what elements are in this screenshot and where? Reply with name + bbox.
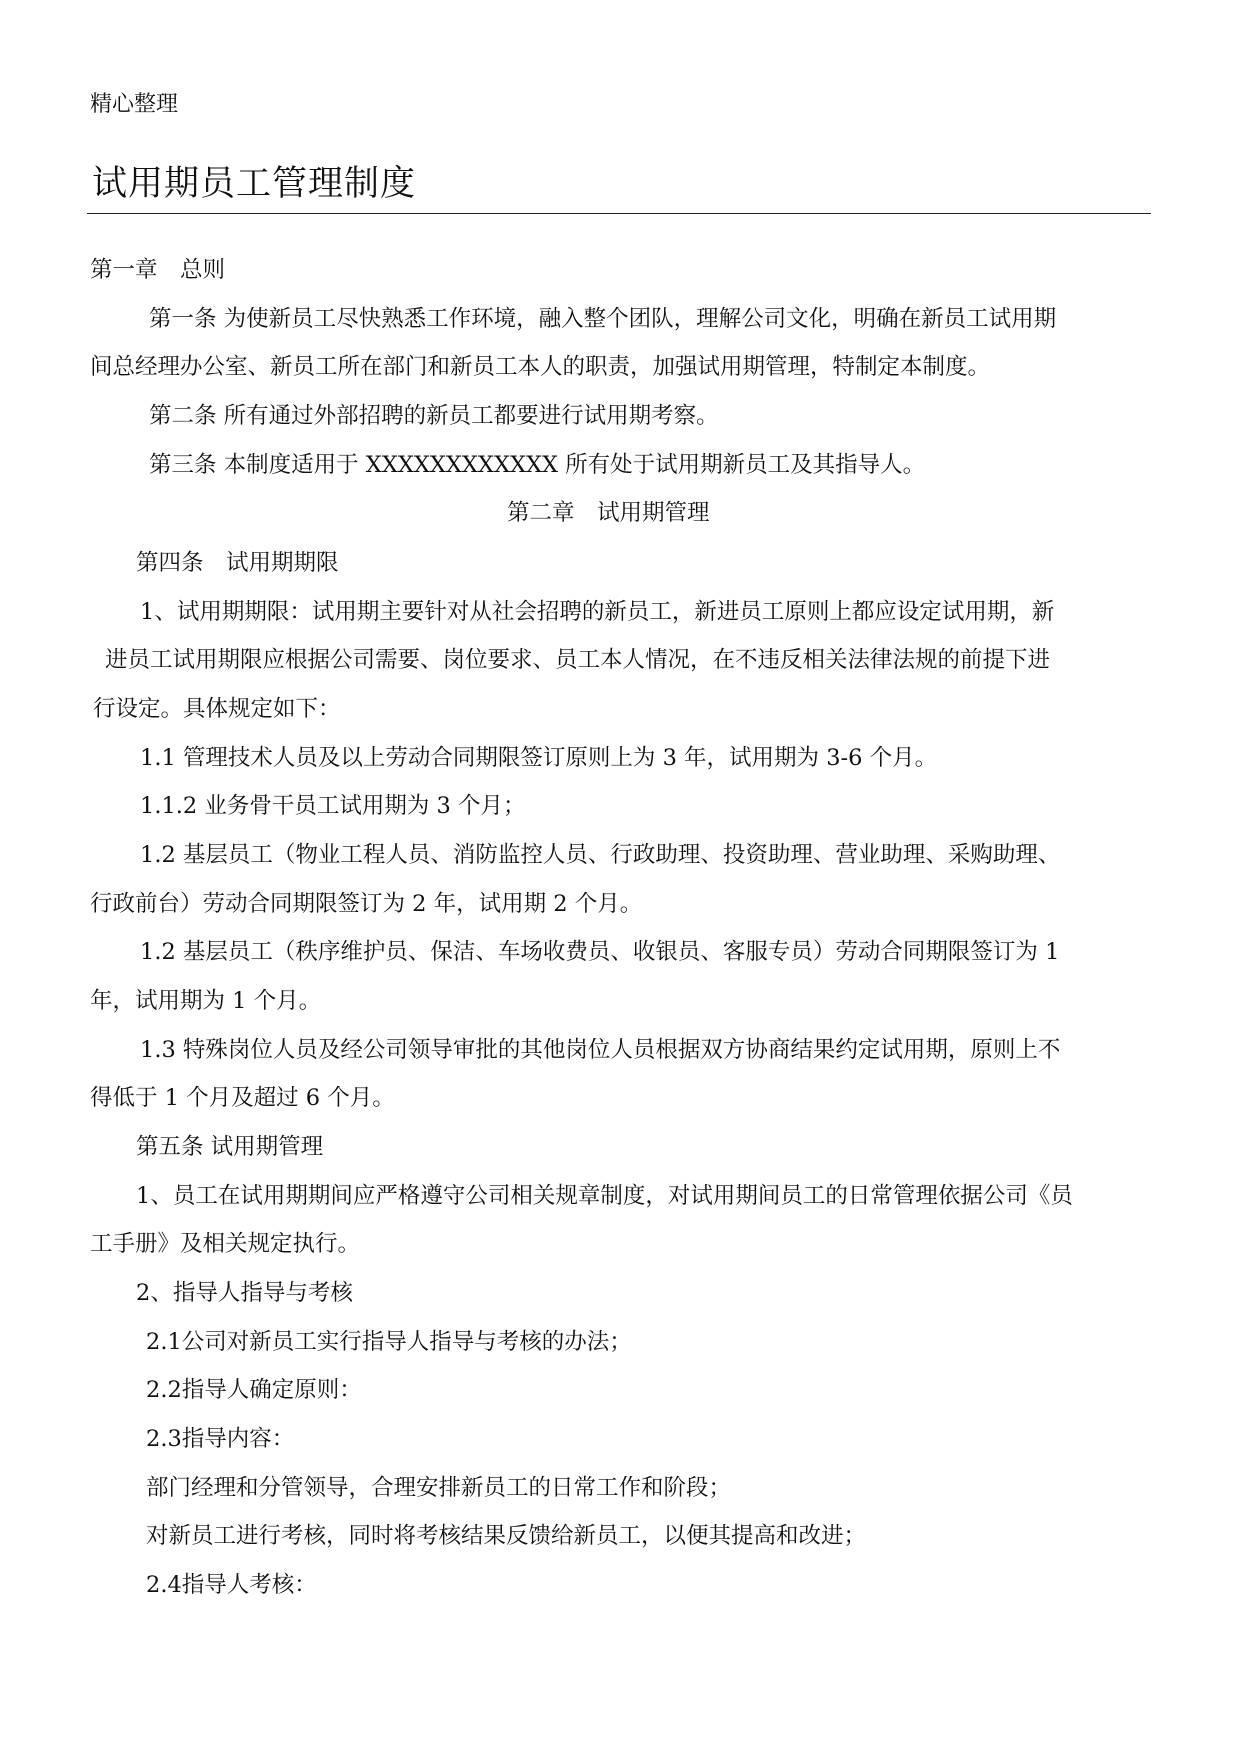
article-2: 第二条 所有通过外部招聘的新员工都要进行试用期考察。 <box>149 403 719 429</box>
article-3: 第三条 本制度适用于 XXXXXXXXXXXX 所有处于试用期新员工及其指导人。 <box>149 452 926 478</box>
article-5-item-1-line-2: 工手册》及相关规定执行。 <box>90 1231 361 1257</box>
article-5-item-2-1: 2.1公司对新员工实行指导人指导与考核的办法； <box>146 1329 632 1355</box>
article-4-item-1-3-line-1: 1.3 特殊岗位人员及经公司领导审批的其他岗位人员根据双方协商结果约定试用期，原则上不 <box>140 1037 1061 1063</box>
header-note: 精心整理 <box>90 92 179 117</box>
article-4-item-1-3-line-2: 得低于 1 个月及超过 6 个月。 <box>90 1085 395 1111</box>
article-4-heading: 第四条 试用期期限 <box>136 550 339 576</box>
article-4-item-1-line-1: 1、试用期期限：试用期主要针对从社会招聘的新员工，新进员工原则上都应设定试用期，新 <box>140 599 1055 625</box>
guidance-content-1: 部门经理和分管领导，合理安排新员工的日常工作和阶段； <box>146 1475 732 1501</box>
article-4-item-1-2a-line-1: 1.2 基层员工（物业工程人员、消防监控人员、行政助理、投资助理、营业助理、采购助理、 <box>140 842 1061 868</box>
article-5-item-2-4: 2.4指导人考核： <box>146 1572 317 1598</box>
document-title: 试用期员工管理制度 <box>92 164 417 204</box>
article-4-item-1-1-2: 1.1.2 业务骨干员工试用期为 3 个月； <box>140 793 526 819</box>
article-4-item-1-2b-line-2: 年，试用期为 1 个月。 <box>90 988 322 1014</box>
article-5-item-1-line-1: 1、员工在试用期期间应严格遵守公司相关规章制度，对试用期间员工的日常管理依据公司《员 <box>136 1183 1073 1209</box>
article-4-item-1-line-2: 进员工试用期限应根据公司需要、岗位要求、员工本人情况，在不违反相关法律法规的前提下进 <box>105 647 1051 673</box>
article-1-line-1: 第一条 为使新员工尽快熟悉工作环境，融入整个团队，理解公司文化，明确在新员工试用期 <box>149 306 1057 332</box>
article-4-item-1-2b-line-1: 1.2 基层员工（秩序维护员、保洁、车场收费员、收银员、客服专员）劳动合同期限签订为 1 <box>140 939 1060 965</box>
chapter-1-heading: 第一章 总则 <box>90 257 226 283</box>
guidance-content-2: 对新员工进行考核，同时将考核结果反馈给新员工，以便其提高和改进； <box>146 1523 867 1549</box>
article-4-item-1-line-3: 行设定。具体规定如下： <box>93 696 341 722</box>
article-5-item-2: 2、指导人指导与考核 <box>136 1280 353 1306</box>
title-underline <box>87 213 1151 214</box>
article-4-item-1-2a-line-2: 行政前台）劳动合同期限签订为 2 年，试用期 2 个月。 <box>90 891 643 917</box>
article-1-line-2: 间总经理办公室、新员工所在部门和新员工本人的职责，加强试用期管理，特制定本制度。 <box>90 354 991 380</box>
article-4-item-1-1: 1.1 管理技术人员及以上劳动合同期限签订原则上为 3 年，试用期为 3-6 个月。 <box>140 745 938 771</box>
article-5-item-2-3: 2.3指导内容： <box>146 1426 295 1452</box>
article-5-item-2-2: 2.2指导人确定原则： <box>146 1377 362 1403</box>
chapter-2-heading: 第二章 试用期管理 <box>507 500 710 526</box>
article-5-heading: 第五条 试用期管理 <box>136 1134 324 1160</box>
